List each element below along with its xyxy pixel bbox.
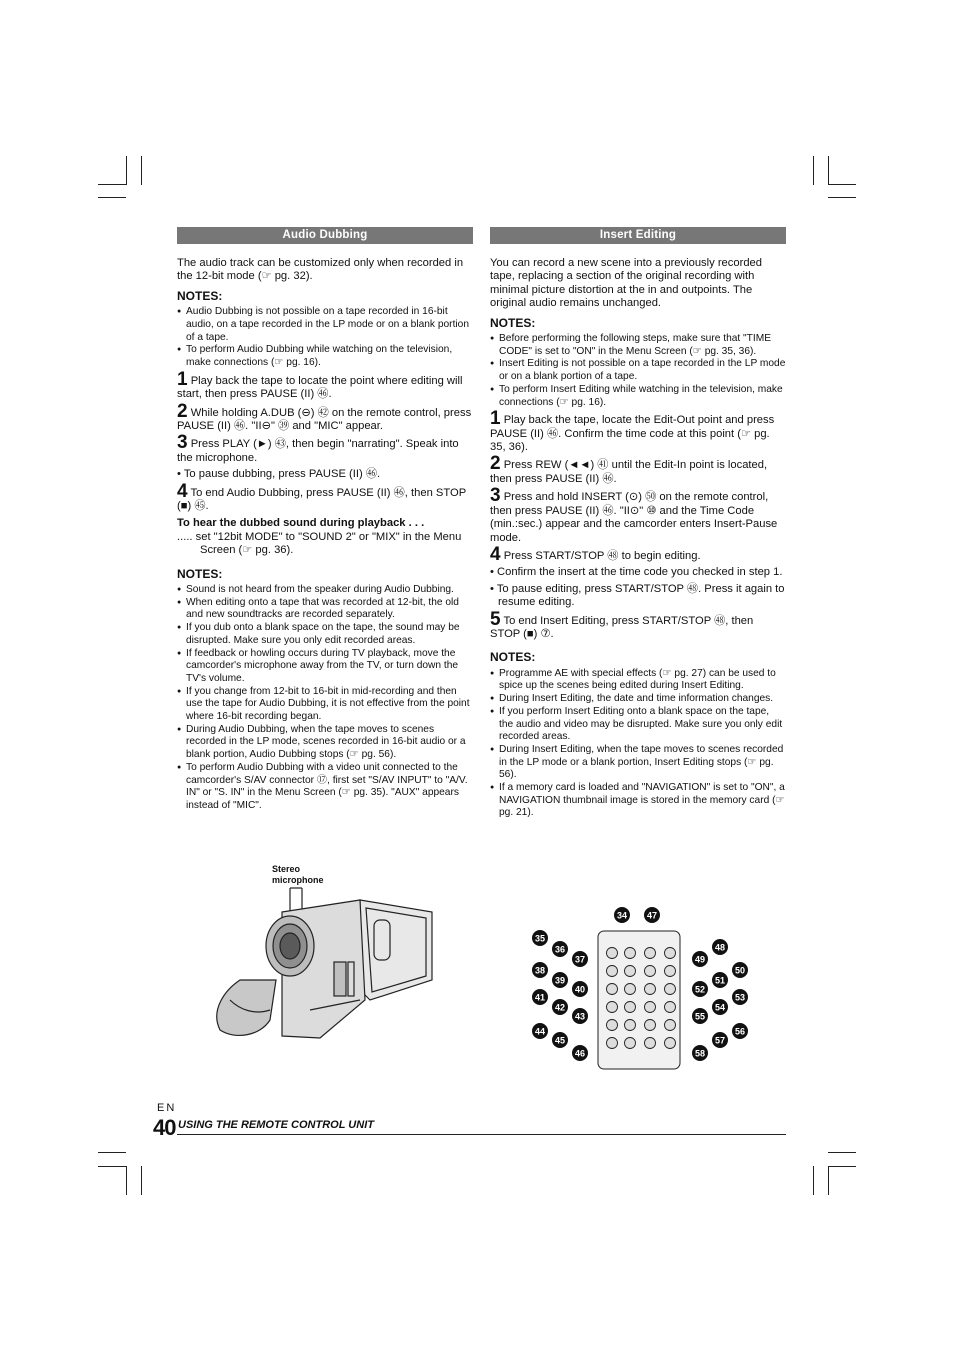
remote-button bbox=[625, 948, 636, 959]
step-number: 5 bbox=[490, 608, 501, 630]
step-text: Play back the tape, locate the Edit-Out point and press PAUSE (II) ㊻. Confirm the time code at this point (☞ pg. 35, 36). bbox=[490, 414, 775, 454]
note-item: ● To perform Audio Dubbing with a video unit connected to the camcorder's S/AV connector ⑰, first set "S/AV INPUT" to "A/V. IN" or "S. IN" in the Menu Screen (☞ pg. 35). "AUX" appears instead of "MIC". bbox=[177, 762, 473, 813]
step-number: 4 bbox=[177, 480, 188, 502]
remote-button bbox=[607, 984, 618, 995]
note-item: ● If you perform Insert Editing onto a blank space on the tape, the audio and video may be disrupted. Make sure you only edit recorded areas. bbox=[490, 706, 786, 744]
note-item: ● Insert Editing is not possible on a tape recorded in the LP mode or on a blank portion of a tape. bbox=[490, 358, 786, 383]
callout-number bbox=[692, 981, 708, 997]
callout-number bbox=[644, 907, 660, 923]
callout-number bbox=[572, 951, 588, 967]
note-item: ● If you dub onto a blank space on the tape, the sound may be disrupted. Make sure you only edit recorded areas. bbox=[177, 622, 473, 647]
svg-text:36: 36 bbox=[554, 944, 566, 955]
svg-text:56: 56 bbox=[734, 1026, 746, 1037]
callout-number bbox=[532, 962, 548, 978]
camcorder-illustration bbox=[210, 860, 442, 1050]
svg-text:38: 38 bbox=[534, 965, 546, 976]
remote-control-icon bbox=[530, 905, 750, 1075]
remote-button bbox=[645, 966, 656, 977]
language-code: EN bbox=[157, 1102, 177, 1114]
callout-number bbox=[552, 999, 568, 1015]
remote-button bbox=[607, 1002, 618, 1013]
step-text: Press and hold INSERT (⊙) ㊿ on the remote control, then press PAUSE (II) ㊻. "II⊙" ⑩ and the Time Code (min.:sec.) appear and the camcorder enters Insert-Pause mode. bbox=[490, 491, 778, 544]
svg-text:37: 37 bbox=[574, 954, 586, 965]
section-title: USING THE REMOTE CONTROL UNIT bbox=[178, 1119, 374, 1131]
step-3 bbox=[177, 432, 473, 465]
svg-text:53: 53 bbox=[734, 992, 746, 1003]
svg-text:58: 58 bbox=[694, 1048, 706, 1059]
remote-button bbox=[645, 1020, 656, 1031]
remote-button bbox=[645, 1038, 656, 1049]
svg-text:46: 46 bbox=[574, 1048, 586, 1059]
svg-text:49: 49 bbox=[694, 954, 706, 965]
remote-button bbox=[607, 1038, 618, 1049]
svg-text:51: 51 bbox=[714, 975, 726, 986]
camcorder-icon bbox=[210, 860, 442, 1050]
note-item: ● Audio Dubbing is not possible on a tape recorded in 16-bit audio, on a tape recorded in the LP mode or on a blank portion of a tape. bbox=[177, 306, 473, 344]
svg-text:57: 57 bbox=[714, 1035, 726, 1046]
svg-text:40: 40 bbox=[574, 984, 586, 995]
remote-control-diagram bbox=[530, 905, 750, 1075]
callout-number bbox=[712, 972, 728, 988]
note-item: ● Programme AE with special effects (☞ pg. 27) can be used to spice up the scenes being edited during Insert Editing. bbox=[490, 668, 786, 693]
callout-number bbox=[732, 962, 748, 978]
remote-button bbox=[645, 1002, 656, 1013]
note-item: ● During Insert Editing, when the tape moves to scenes recorded in the LP mode or a blank portion, Insert Editing stops (☞ pg. 56). bbox=[490, 744, 786, 782]
note-item: ● If a memory card is loaded and "NAVIGATION" is set to "ON", a NAVIGATION thumbnail image is stored in the memory card (☞ pg. 21). bbox=[490, 782, 786, 820]
step-text: To end Audio Dubbing, press PAUSE (II) ㊻, then STOP (■) ㊺. bbox=[177, 486, 466, 512]
svg-text:50: 50 bbox=[734, 965, 746, 976]
remote-button bbox=[665, 1002, 676, 1013]
callout-number bbox=[692, 951, 708, 967]
notes-heading: NOTES: bbox=[177, 566, 223, 581]
callout-number bbox=[532, 989, 548, 1005]
tip-line: • Confirm the insert at the time code you checked in step 1. bbox=[490, 566, 783, 579]
step-number: 2 bbox=[490, 453, 501, 475]
step-text: While holding A.DUB (⊖) ㊷ on the remote control, press PAUSE (II) ㊻. "II⊖" ㊴ and "MIC" appear. bbox=[177, 406, 472, 432]
pause-tip: • To pause dubbing, press PAUSE (II) ㊻. bbox=[177, 468, 381, 481]
step-number: 3 bbox=[490, 485, 501, 507]
callout-number bbox=[552, 941, 568, 957]
step-text: Press START/STOP ㊽ to begin editing. bbox=[503, 549, 701, 562]
svg-text:52: 52 bbox=[694, 984, 706, 995]
remote-button bbox=[665, 948, 676, 959]
callout-number bbox=[712, 999, 728, 1015]
svg-text:47: 47 bbox=[646, 910, 658, 921]
step-4 bbox=[490, 543, 786, 565]
notes-heading: NOTES: bbox=[490, 315, 536, 330]
svg-text:55: 55 bbox=[694, 1011, 706, 1022]
note-item: ● To perform Insert Editing while watching in the television, make connections (☞ pg. 16). bbox=[490, 384, 786, 409]
step-4 bbox=[177, 480, 473, 514]
callout-number bbox=[712, 939, 728, 955]
step-number: 1 bbox=[177, 368, 188, 390]
remote-button bbox=[625, 1002, 636, 1013]
step-2 bbox=[490, 453, 786, 486]
svg-text:43: 43 bbox=[574, 1011, 586, 1022]
callout-number bbox=[692, 1008, 708, 1024]
note-item: ● Sound is not heard from the speaker during Audio Dubbing. bbox=[177, 584, 473, 597]
audio-dubbing-column bbox=[177, 227, 473, 813]
note-item: ● To perform Audio Dubbing while watching on the television, make connections (☞ pg. 16). bbox=[177, 344, 473, 369]
notes-heading: NOTES: bbox=[490, 650, 536, 665]
step-text: Press REW (◄◄) ㊶ until the Edit-In point is located, then press PAUSE (II) ㊻. bbox=[490, 459, 768, 485]
remote-button bbox=[625, 984, 636, 995]
intro-text: The audio track can be customized only when recorded in the 12-bit mode (☞ pg. 32). bbox=[177, 257, 464, 283]
callout-number bbox=[572, 981, 588, 997]
remote-button bbox=[665, 966, 676, 977]
note-item: ● When editing onto a tape that was recorded at 12-bit, the old and new soundtracks are recorded separately. bbox=[177, 597, 473, 622]
callout-number bbox=[614, 907, 630, 923]
svg-text:44: 44 bbox=[534, 1026, 546, 1037]
callout-number bbox=[532, 930, 548, 946]
note-item: ● During Insert Editing, the date and time information changes. bbox=[490, 693, 786, 706]
svg-text:35: 35 bbox=[534, 933, 546, 944]
callout-number bbox=[572, 1045, 588, 1061]
remote-button bbox=[625, 966, 636, 977]
remote-button bbox=[607, 1020, 618, 1031]
mic-label: Stereo microphone bbox=[272, 864, 324, 885]
remote-button bbox=[645, 948, 656, 959]
note-item: ● If you change from 12-bit to 16-bit in mid-recording and then use the tape for Audio Dubbing, it is not effective from the point where 16-bit recording began. bbox=[177, 686, 473, 724]
note-item: ● Before performing the following steps, make sure that "TIME CODE" is set to "ON" in the Menu Screen (☞ pg. 35, 36). bbox=[490, 333, 786, 358]
svg-text:54: 54 bbox=[714, 1002, 726, 1013]
note-item: ● If feedback or howling occurs during TV playback, move the camcorder's microphone away from the TV, or turn down the TV's volume. bbox=[177, 648, 473, 686]
remote-button bbox=[665, 1020, 676, 1031]
step-number: 2 bbox=[177, 400, 188, 422]
divider bbox=[177, 1134, 786, 1135]
svg-text:45: 45 bbox=[554, 1035, 566, 1046]
callout-number bbox=[552, 1032, 568, 1048]
svg-text:48: 48 bbox=[714, 942, 726, 953]
step-number: 4 bbox=[490, 543, 501, 565]
callout-number bbox=[692, 1045, 708, 1061]
note-item: ● During Audio Dubbing, when the tape moves to scenes recorded in the LP mode, scenes recorded in 16-bit audio or a blank portion, Audio Dubbing stops (☞ pg. 56). bbox=[177, 724, 473, 762]
step-5 bbox=[490, 608, 786, 642]
svg-text:41: 41 bbox=[534, 992, 546, 1003]
callout-number bbox=[552, 972, 568, 988]
step-2 bbox=[177, 400, 473, 434]
step-number: 1 bbox=[490, 408, 501, 430]
hear-dubbed-heading: To hear the dubbed sound during playback . . . bbox=[177, 517, 425, 530]
callout-number bbox=[732, 989, 748, 1005]
callout-number bbox=[572, 1008, 588, 1024]
svg-text:42: 42 bbox=[554, 1002, 566, 1013]
insert-editing-column bbox=[490, 227, 786, 820]
step-1 bbox=[177, 368, 473, 402]
remote-button bbox=[607, 966, 618, 977]
notes-heading: NOTES: bbox=[177, 288, 223, 303]
section-heading-audio-dubbing: Audio Dubbing bbox=[177, 227, 473, 244]
callout-number bbox=[732, 1023, 748, 1039]
remote-button bbox=[645, 984, 656, 995]
remote-button bbox=[625, 1038, 636, 1049]
section-heading-insert-editing: Insert Editing bbox=[490, 227, 786, 244]
tip-line: • To pause editing, press START/STOP ㊽. Press it again to resume editing. bbox=[490, 582, 785, 609]
hear-dubbed-text: ..... set "12bit MODE" to "SOUND 2" or "MIX" in the Menu Screen (☞ pg. 36). bbox=[177, 530, 462, 557]
step-3 bbox=[490, 485, 786, 545]
page-number: 40 bbox=[153, 1115, 176, 1140]
svg-text:34: 34 bbox=[616, 910, 628, 921]
step-text: Press PLAY (►) ㊸, then begin "narrating". Speak into the microphone. bbox=[177, 438, 459, 464]
remote-button bbox=[665, 984, 676, 995]
svg-text:39: 39 bbox=[554, 975, 566, 986]
step-number: 3 bbox=[177, 432, 188, 454]
remote-button bbox=[607, 948, 618, 959]
intro-text: You can record a new scene into a previously recorded tape, replacing a section of the original recording with minimal picture distortion at the in and outpoints. The original audio remains unchanged. bbox=[490, 257, 762, 310]
callout-number bbox=[532, 1023, 548, 1039]
remote-button bbox=[665, 1038, 676, 1049]
remote-button bbox=[625, 1020, 636, 1031]
step-text: Play back the tape to locate the point where editing will start, then press PAUSE (II) ㊻. bbox=[177, 374, 463, 401]
step-text: To end Insert Editing, press START/STOP ㊽, then STOP (■) ⑦. bbox=[490, 614, 754, 640]
step-1 bbox=[490, 408, 786, 454]
callout-number bbox=[712, 1032, 728, 1048]
